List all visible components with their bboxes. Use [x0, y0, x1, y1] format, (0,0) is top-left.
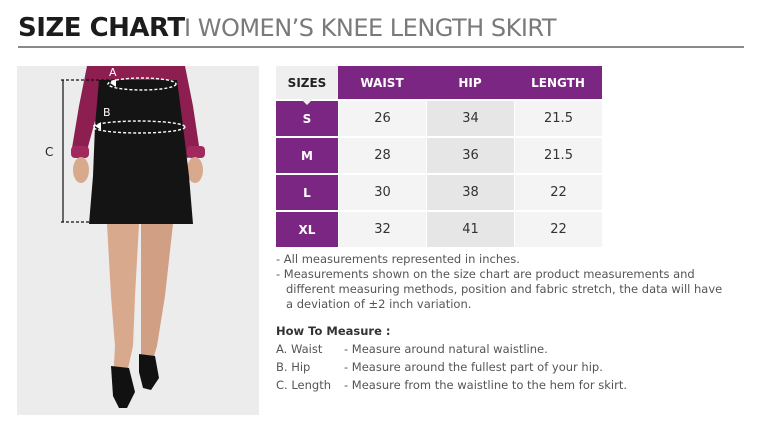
how-to-measure-title: How To Measure : — [276, 324, 391, 338]
measurement-notes — [276, 252, 722, 312]
table-row — [276, 210, 602, 247]
left-hand — [73, 157, 89, 183]
length-value: 22 — [514, 173, 602, 210]
table-row — [276, 99, 602, 136]
label-c: C — [45, 145, 54, 159]
right-shoe — [139, 354, 159, 390]
page-title: SIZE CHART — [18, 13, 185, 43]
waist-value: 30 — [338, 173, 426, 210]
hip-value: 41 — [426, 210, 514, 247]
page-header — [18, 12, 744, 48]
waist-value: 28 — [338, 136, 426, 173]
measure-key-hip: B. Hip — [276, 360, 311, 374]
length-value: 22 — [514, 210, 602, 247]
left-shoe — [111, 366, 135, 408]
hip-value: 36 — [426, 136, 514, 173]
label-a: A — [109, 66, 117, 79]
right-cuff — [187, 146, 205, 158]
size-label: M — [276, 136, 338, 173]
measure-key-waist: A. Waist — [276, 342, 323, 356]
label-b: B — [103, 106, 111, 119]
right-hand — [187, 157, 203, 183]
header-hip: HIP — [426, 66, 514, 99]
left-leg — [107, 224, 139, 382]
note-deviation-line-3: a deviation of ±2 inch variation. — [286, 297, 472, 311]
measure-desc-hip: - Measure around the fullest part of your hip. — [344, 360, 603, 374]
hip-value: 38 — [426, 173, 514, 210]
title-divider — [18, 46, 744, 48]
model-illustration — [17, 66, 259, 415]
waist-value: 26 — [338, 99, 426, 136]
skirt — [89, 80, 193, 224]
measure-key-length: C. Length — [276, 378, 332, 392]
length-value: 21.5 — [514, 99, 602, 136]
table-header-row — [276, 66, 602, 99]
note-units: - All measurements represented in inches. — [276, 252, 520, 266]
header-waist: WAIST — [338, 66, 426, 99]
note-deviation-line-1: - Measurements shown on the size chart are product measurements and — [276, 267, 695, 281]
table-row — [276, 173, 602, 210]
left-cuff — [71, 146, 89, 158]
measure-desc-waist: - Measure around natural waistline. — [344, 342, 548, 356]
size-label: S — [276, 99, 338, 136]
size-chart-table — [276, 66, 602, 247]
size-label: XL — [276, 210, 338, 247]
waist-value: 32 — [338, 210, 426, 247]
header-length: LENGTH — [514, 66, 602, 99]
page-subtitle: I WOMEN’S KNEE LENGTH SKIRT — [184, 14, 556, 42]
measure-desc-length: - Measure from the waistline to the hem for skirt. — [344, 378, 627, 392]
header-sizes: SIZES — [276, 66, 338, 99]
right-leg — [141, 224, 173, 366]
size-label: L — [276, 173, 338, 210]
note-deviation-line-2: different measuring methods, position and fabric stretch, the data will have — [286, 282, 723, 296]
skirt-measurement-figure — [17, 66, 259, 415]
length-value: 21.5 — [514, 136, 602, 173]
hip-value: 34 — [426, 99, 514, 136]
table-row — [276, 136, 602, 173]
